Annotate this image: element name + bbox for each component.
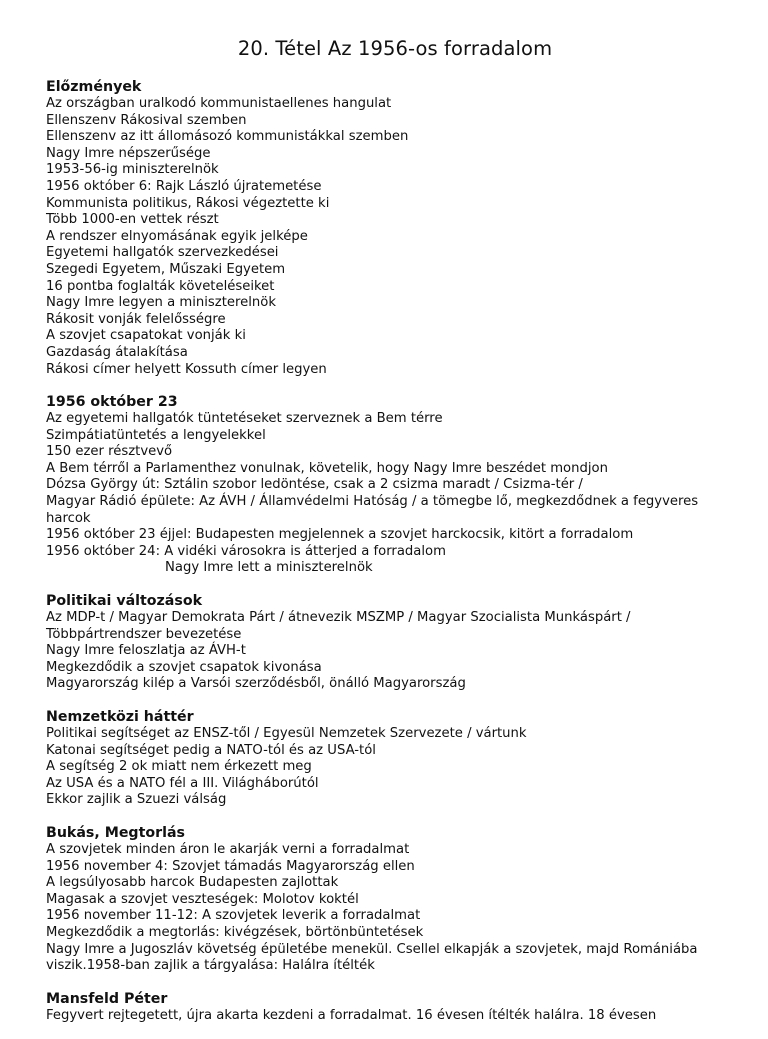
text-line: Magyar Rádió épülete: Az ÁVH / Államvédelmi Hatóság / a tömegbe lő, megkezdődnek a fegyveres harcok bbox=[46, 494, 699, 526]
text-line: 1956 október 24: A vidéki városokra is átterjed a forradalom bbox=[46, 543, 446, 559]
text-line: Az MDP-t / Magyar Demokrata Párt / átnevezik MSZMP / Magyar Szocialista Munkáspárt / Többpártrendszer bevezetése bbox=[46, 610, 631, 642]
text-line: Több 1000-en vettek részt bbox=[46, 212, 219, 228]
text-line: A rendszer elnyomásának egyik jelképe bbox=[46, 228, 308, 244]
section-1956-oktober-23 bbox=[46, 393, 726, 577]
text-line: A legsúlyosabb harcok Budapesten zajlottak bbox=[46, 875, 339, 891]
document-page bbox=[46, 36, 726, 1039]
text-line: Az USA és a NATO fél a III. Világháborútól bbox=[46, 775, 319, 791]
section-bukas-megtorlas bbox=[46, 824, 726, 975]
text-line: Ekkor zajlik a Szuezi válság bbox=[46, 792, 227, 808]
text-line: Fegyvert rejtegetett, újra akarta kezdeni a forradalmat. 16 évesen ítélték halálra. 18 évesen bbox=[46, 1007, 657, 1023]
text-line: 1956 október 23 éjjel: Budapesten megjelennek a szovjet harckocsik, kitört a forradalom bbox=[46, 527, 634, 543]
section-politikai-valtozasok bbox=[46, 592, 726, 693]
indented-text-line: Nagy Imre lett a miniszterelnök bbox=[165, 560, 373, 576]
text-line: 1956 október 6: Rajk László újratemetése bbox=[46, 178, 322, 194]
section-heading: Politikai változások bbox=[46, 593, 203, 610]
text-line: Magyarország kilép a Varsói szerződésből, önálló Magyarország bbox=[46, 676, 466, 692]
text-line: Nagy Imre legyen a miniszterelnök bbox=[46, 295, 276, 311]
text-line: A szovjetek minden áron le akarják verni a forradalmat bbox=[46, 841, 410, 857]
text-line: Ellenszenv az itt állomásozó kommunistákkal szemben bbox=[46, 129, 409, 145]
text-line: 1956 november 4: Szovjet támadás Magyarország ellen bbox=[46, 858, 415, 874]
text-line: Magasak a szovjet veszteségek: Molotov koktél bbox=[46, 891, 359, 907]
text-line: Rákosit vonják felelősségre bbox=[46, 311, 226, 327]
text-line: Nagy Imre a Jugoszláv követség épületébe menekül. Csellel elkapják a szovjetek, majd Romániába viszik.1958-ban zajlik a tárgyalása: Halálra ítélték bbox=[46, 941, 698, 974]
section-heading: Bukás, Megtorlás bbox=[46, 824, 186, 841]
text-line: Nagy Imre feloszlatja az ÁVH-t bbox=[46, 643, 246, 659]
text-line: Dózsa György út: Sztálin szobor ledöntése, csak a 2 csizma maradt / Csizma-tér / bbox=[46, 477, 583, 493]
text-line: A szovjet csapatokat vonják ki bbox=[46, 328, 246, 344]
text-line: 150 ezer résztvevő bbox=[46, 444, 173, 460]
section-heading: Nemzetközi háttér bbox=[46, 709, 194, 725]
text-line: Politikai segítséget az ENSZ-től / Egyesül Nemzetek Szervezete / vártunk bbox=[46, 726, 527, 741]
text-line: Gazdaság átalakítása bbox=[46, 344, 188, 360]
text-line: Szegedi Egyetem, Műszaki Egyetem bbox=[46, 261, 286, 277]
text-line: 1953-56-ig miniszterelnök bbox=[46, 162, 219, 178]
section-elozmenyek bbox=[46, 78, 726, 378]
section-heading: 1956 október 23 bbox=[46, 394, 178, 411]
text-line: 16 pontba foglalták követeléseiket bbox=[46, 278, 275, 294]
section-nemzetkozi-hatter bbox=[46, 708, 726, 809]
text-line: 1956 november 11-12: A szovjetek leverik a forradalmat bbox=[46, 908, 421, 924]
text-line: A Bem térről a Parlamenthez vonulnak, követelik, hogy Nagy Imre beszédet mondjon bbox=[46, 460, 608, 476]
page-title: 20. Tétel Az 1956-os forradalom bbox=[237, 37, 553, 60]
text-line: A segítség 2 ok miatt nem érkezett meg bbox=[46, 759, 312, 775]
text-line: Egyetemi hallgatók szervezkedései bbox=[46, 245, 279, 261]
text-line: Kommunista politikus, Rákosi végeztette ki bbox=[46, 195, 330, 211]
text-line: Az országban uralkodó kommunistaellenes hangulat bbox=[46, 96, 392, 111]
text-line: Megkezdődik a megtorlás: kivégzések, börtönbüntetések bbox=[46, 924, 424, 940]
section-heading: Mansfeld Péter bbox=[46, 990, 168, 1007]
text-line: Ellenszenv Rákosival szemben bbox=[46, 112, 247, 128]
text-line: Katonai segítséget pedig a NATO-tól és az USA-tól bbox=[46, 742, 376, 758]
text-line: Szimpátiatüntetés a lengyelekkel bbox=[46, 427, 266, 443]
text-line: Megkezdődik a szovjet csapatok kivonása bbox=[46, 659, 322, 675]
section-heading: Előzmények bbox=[46, 79, 142, 95]
text-line: Az egyetemi hallgatók tüntetéseket szerveznek a Bem térre bbox=[46, 411, 443, 427]
section-mansfeld-peter bbox=[46, 990, 726, 1025]
text-line: Rákosi címer helyett Kossuth címer legyen bbox=[46, 361, 327, 377]
text-line: Nagy Imre népszerűsége bbox=[46, 145, 211, 161]
